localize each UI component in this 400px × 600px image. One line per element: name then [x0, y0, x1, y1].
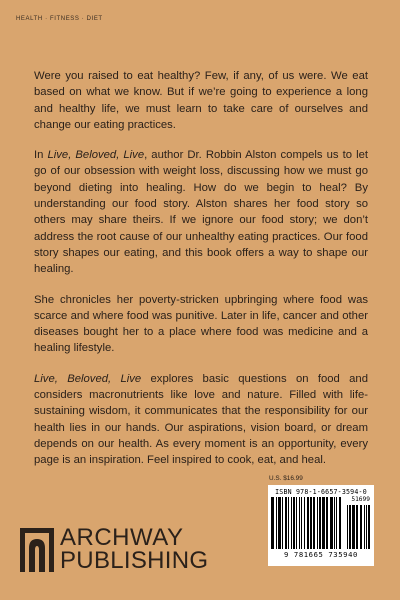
barcode-bar [364, 505, 365, 549]
barcode-bar [352, 505, 355, 549]
barcode [268, 485, 374, 566]
price-label: U.S. $16.99 [269, 475, 303, 482]
barcode-bar [278, 497, 281, 549]
barcode-bar [291, 497, 292, 549]
book-title-italic-2: Live, Beloved, Live [34, 372, 142, 385]
barcode-bar [330, 497, 333, 549]
barcode-bar [285, 497, 287, 549]
publisher-name-line1: ARCHWAY [60, 524, 184, 551]
barcode-bar [299, 497, 300, 549]
barcode-bar [276, 497, 277, 549]
barcode-bar [336, 497, 337, 549]
book-title-italic: Live, Beloved, Live [47, 149, 145, 162]
blurb-paragraph-1: Were you raised to eat healthy? Few, if any, of us were. We eat based on what we know. But if we’re going to experience a long and healthy life, we must learn to take care of ourselves and change our eating practices. [34, 70, 368, 131]
blurb-paragraph-4 [34, 371, 368, 469]
category-label: HEALTH · FITNESS · DIET [16, 16, 103, 22]
blurb-paragraph-2 [34, 147, 368, 277]
barcode-bar [326, 497, 328, 549]
back-cover-blurb [34, 68, 368, 483]
barcode-bar [301, 497, 302, 549]
ean-barcode-bars [271, 497, 343, 549]
isbn-text: ISBN 978-1-6657-3594-0 [275, 488, 367, 496]
ean-digits: 9 781665 735940 [284, 550, 358, 559]
addon-barcode-bars [347, 505, 371, 549]
barcode-bar [282, 497, 283, 549]
barcode-bar [322, 497, 325, 549]
publisher-name-line2: PUBLISHING [60, 547, 209, 574]
barcode-bars-row [271, 497, 371, 549]
barcode-bar [347, 505, 348, 549]
blurb-p2-lead: In [34, 149, 48, 162]
barcode-bar [319, 497, 321, 549]
barcode-bar [304, 497, 305, 549]
barcode-bar [360, 505, 362, 549]
barcode-bar [271, 497, 274, 549]
blurb-p4-body: explores basic questions on food and considers macronutrients like love and nature. Filled with life-sustaining wisdom, it communicates that the responsibility for our health lies in our hands. Our aspirations, vision board, or dream depends on our health. As every moment is an opportunity, every page is an inspiration. Feel inspired to cook, eat, and heal. [34, 372, 368, 467]
barcode-bar [368, 505, 370, 549]
barcode-bar [317, 497, 318, 549]
barcode-bar [334, 497, 335, 549]
barcode-bar [307, 497, 309, 549]
barcode-bar [293, 497, 295, 549]
barcode-bar [339, 497, 341, 549]
publisher-logo [20, 524, 209, 574]
barcode-bar [356, 505, 358, 549]
archway-arch-icon [20, 528, 54, 572]
barcode-bar [296, 497, 297, 549]
barcode-bar [288, 497, 289, 549]
barcode-bar [366, 505, 367, 549]
barcode-bar [313, 497, 315, 549]
addon-digits: 51699 [351, 496, 370, 503]
blurb-paragraph-3: She chronicles her poverty-stricken upbringing where food was scarce and where food was punitive. Later in life, cancer and other diseases bought her to a place where food was medicine and a healing lifestyle. [34, 293, 368, 355]
blurb-p2-body: , author Dr. Robbin Alston compels us to let go of our obsession with weight loss, discussing how we must go beyond dieting into healing. How do we begin to heal? By understanding our food story. Alston shares her food story so others may share theirs. If we ignore our food story; we don’t address the root cause of our unhealthy eating practices. Our food story shapes our eating, and this book offers a way to shape our healing. [34, 149, 368, 276]
barcode-bar [349, 505, 351, 549]
barcode-bar [310, 497, 312, 549]
